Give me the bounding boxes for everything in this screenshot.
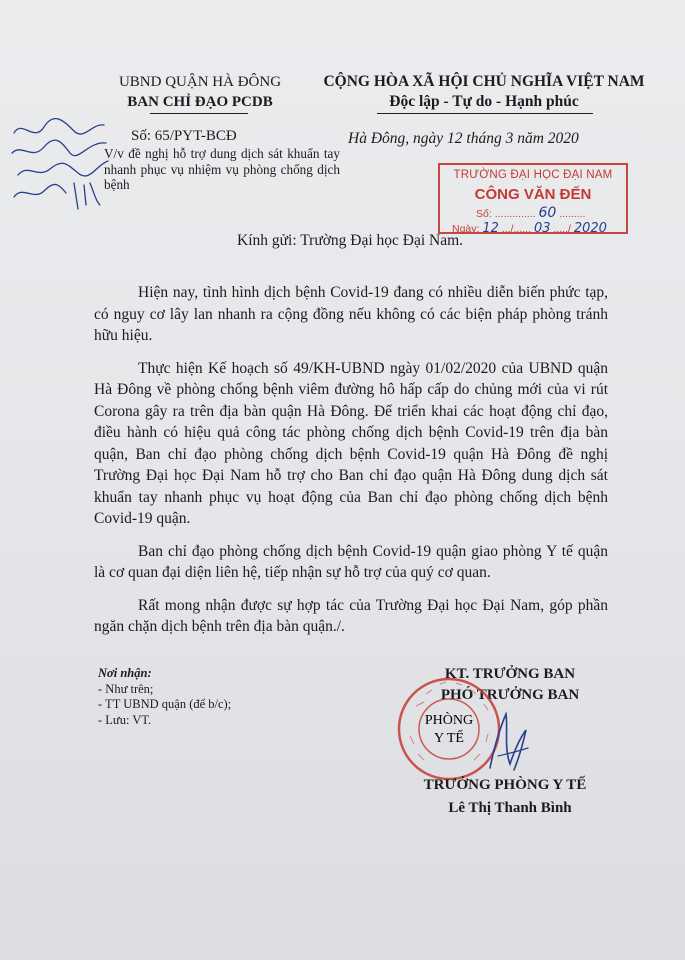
org-underline bbox=[150, 113, 248, 114]
stamp-org: TRƯỜNG ĐẠI HỌC ĐẠI NAM bbox=[453, 169, 613, 181]
recipient-item: - Như trên; bbox=[98, 681, 154, 696]
paragraph-3: Ban chỉ đạo phòng chống dịch bệnh Covid-19 quận giao phòng Y tế quận là cơ quan đại diện liên hệ, tiếp nhận sự hỗ trợ của quý cơ quan. bbox=[94, 542, 608, 581]
signature-line-1: KT. TRƯỞNG BAN bbox=[444, 666, 576, 682]
motto-underline bbox=[377, 113, 593, 114]
signature-line-2: PHÓ TRƯỞNG BAN bbox=[440, 687, 580, 703]
seal-text-2: Y TẾ bbox=[434, 731, 464, 746]
stamp-title: CÔNG VĂN ĐẾN bbox=[474, 186, 592, 203]
signer-title: TRƯỞNG PHÒNG Y TẾ bbox=[423, 777, 587, 793]
nation-line-1: CỘNG HÒA XÃ HỘI CHỦ NGHĨA VIỆT NAM bbox=[323, 73, 645, 90]
recipients-list bbox=[98, 666, 231, 728]
document-subject: V/v đề nghị hỗ trợ dung dịch sát khuẩn tay nhanh phục vụ nhiệm vụ phòng chống dịch bệnh bbox=[104, 146, 340, 192]
paragraph-1: Hiện nay, tình hình dịch bệnh Covid-19 đang có nhiều diễn biến phức tạp, có nguy cơ lây lan nhanh ra cộng đồng nếu không có các biện pháp phòng tránh hữu hiệu. bbox=[94, 284, 608, 344]
stamp-month: 03 bbox=[533, 221, 551, 236]
org-line-2: BAN CHỈ ĐẠO PCDB bbox=[127, 94, 273, 110]
recipients-label: Nơi nhận: bbox=[98, 666, 152, 680]
stamp-year: 2020 bbox=[573, 221, 607, 236]
stamp-date-row: Ngày: 12 .../...... 03 ...../ 2020 bbox=[452, 221, 607, 236]
handwritten-note bbox=[4, 113, 114, 213]
stamp-date-label: Ngày: bbox=[452, 223, 480, 235]
stamp-day: 12 bbox=[482, 221, 499, 236]
recipient-item: - Lưu: VT. bbox=[98, 712, 152, 727]
handwritten-signature bbox=[470, 708, 540, 778]
issuing-org bbox=[95, 72, 305, 112]
stamp-number-label: Số: bbox=[476, 208, 492, 220]
org-line-1: UBND QUẬN HÀ ĐÔNG bbox=[118, 74, 282, 90]
paragraph-4: Rất mong nhận được sự hợp tác của Trường Đại học Đại Nam, góp phần ngăn chặn dịch bệnh trên địa bàn quận./. bbox=[94, 596, 608, 635]
document-number: Số: 65/PYT-BCĐ bbox=[131, 128, 237, 144]
received-stamp bbox=[438, 163, 628, 234]
signer-name: Lê Thị Thanh Bình bbox=[448, 800, 572, 816]
recipient-item: - TT UBND quận (để b/c); bbox=[98, 697, 232, 711]
stamp-number-row: Số: .............. 60 ......... bbox=[476, 205, 586, 221]
national-motto bbox=[298, 72, 670, 112]
paragraph-2: Thực hiện Kế hoạch số 49/KH-UBND ngày 01/02/2020 của UBND quận Hà Đông về phòng chống bệnh viêm đường hô hấp cấp do chủng mới của vi rút Corona gây ra trên địa bàn quận Hà Đông. Để triển khai các hoạt động chỉ đạo, điều hành có hiệu quả công tác phòng chống dịch bệnh Covid-19 trên địa bàn quận, Ban chỉ đạo phòng chống dịch bệnh Covid-19 quận Hà Đông đề nghị Trường Đại học Đại Nam hỗ trợ cho Ban chỉ đạo quận Hà Đông dung dịch sát khuẩn tay nhanh phục vụ hoạt động của Ban chỉ đạo phòng chống dịch bệnh Covid-19 quận. bbox=[94, 359, 608, 527]
addressee: Kính gửi: Trường Đại học Đại Nam. bbox=[237, 232, 464, 249]
stamp-number-value: 60 bbox=[538, 205, 557, 221]
document-date: Hà Đông, ngày 12 tháng 3 năm 2020 bbox=[348, 130, 579, 147]
letter-body bbox=[94, 282, 608, 649]
nation-line-2: Độc lập - Tự do - Hạnh phúc bbox=[389, 93, 579, 110]
seal-text-1: PHÒNG bbox=[424, 713, 474, 728]
